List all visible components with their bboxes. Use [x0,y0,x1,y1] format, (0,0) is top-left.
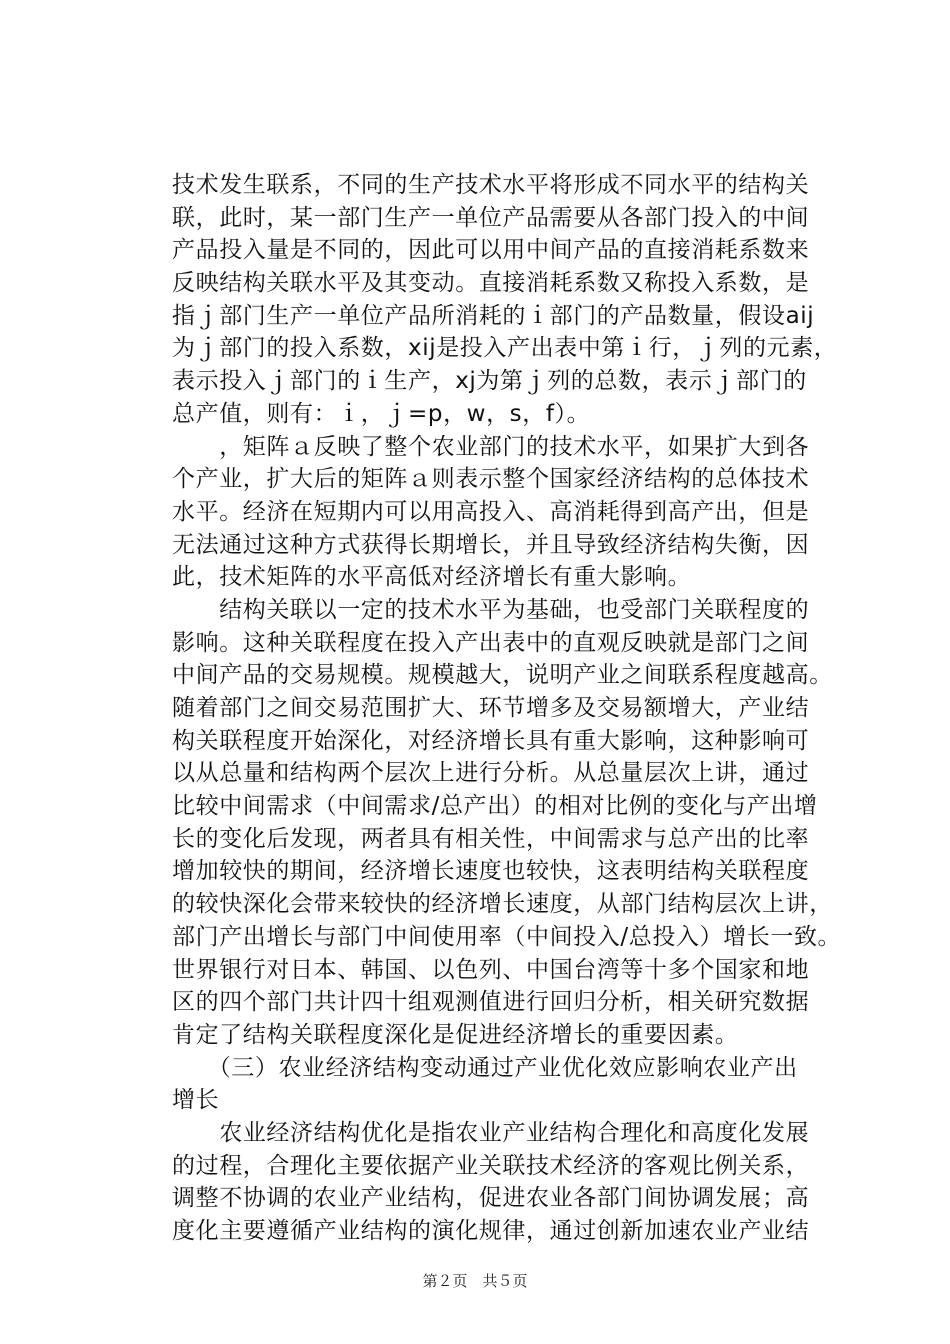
text-line: 长的变化后发现，两者具有相关性，中间需求与总产出的比率 [172,825,810,852]
text-line: 比较中间需求（中间需求/总产出）的相对比例的变化与产出增 [172,793,818,820]
text-line: 增加较快的期间，经济增长速度也较快，这表明结构关联程度 [172,858,810,885]
text-line: ，矩阵ａ反映了整个农业部门的技术水平，如果扩大到各 [172,433,810,460]
text-line: 农业经济结构优化是指农业产业结构合理化和高度化发展 [172,1119,810,1146]
text-line: 世界银行对日本、韩国、以色列、中国台湾等十多个国家和地 [172,956,810,983]
text-line: 表示投入ｊ部门的ｉ生产，xj为第ｊ列的总数，表示ｊ部门的 [172,368,807,395]
text-line: 影响。这种关联程度在投入产出表中的直观反映就是部门之间 [172,629,810,656]
text-line: 肯定了结构关联程度深化是促进经济增长的重要因素。 [172,1021,739,1048]
text-line: 为ｊ部门的投入系数，xij是投入产出表中第ｉ行，ｊ列的元素， [172,335,838,362]
text-line: 水平。经济在短期内可以用高投入、高消耗得到高产出，但是 [172,498,810,525]
text-line: 以从总量和结构两个层次上进行分析。从总量层次上讲，通过 [172,760,810,787]
text-line: 中间产品的交易规模。规模越大，说明产业之间联系程度越高。 [172,662,833,689]
text-line: 调整不协调的农业产业结构，促进农业各部门间协调发展；高 [172,1185,810,1212]
text-line: 个产业，扩大后的矩阵ａ则表示整个国家经济结构的总体技术 [172,466,810,493]
text-line: 度化主要遵循产业结构的演化规律，通过创新加速农业产业结 [172,1218,810,1244]
text-line: 的过程，合理化主要依据产业关联技术经济的客观比例关系， [172,1152,810,1179]
text-line: 反映结构关联水平及其变动。直接消耗系数又称投入系数，是 [172,270,810,297]
page-footer: 第２页 共５页 [422,1272,528,1290]
body-text [172,169,842,1248]
text-line: 无法通过这种方式获得长期增长，并且导致经济结构失衡，因 [172,531,810,558]
text-line: 的较快深化会带来较快的经济增长速度，从部门结构层次上讲， [172,891,833,918]
text-line: 技术发生联系，不同的生产技术水平将形成不同水平的结构关 [172,172,810,198]
text-line: 构关联程度开始深化，对经济增长具有重大影响，这种影响可 [172,727,810,754]
text-line: 指ｊ部门生产一单位产品所消耗的ｉ部门的产品数量，假设aij [172,302,815,329]
text-line: 联，此时，某一部门生产一单位产品需要从各部门投入的中间 [172,204,810,231]
text-line: （三）农业经济结构变动通过产业优化效应影响农业产出 [172,1054,798,1081]
text-line: 增长 [172,1087,220,1114]
text-line: 区的四个部门共计四十组观测值进行回归分析，相关研究数据 [172,989,810,1016]
text-line: 结构关联以一定的技术水平为基础，也受部门关联程度的 [172,596,810,623]
text-line: 产品投入量是不同的，因此可以用中间产品的直接消耗系数来 [172,237,810,264]
text-line: 总产值，则有：ｉ，ｊ=p，w，s，f）。 [172,400,591,427]
text-line: 部门产出增长与部门中间使用率（中间投入/总投入）增长一致。 [172,923,842,950]
text-line: 随着部门之间交易范围扩大、环节增多及交易额增大，产业结 [172,695,810,721]
text-line: 此，技术矩阵的水平高低对经济增长有重大影响。 [172,564,692,591]
